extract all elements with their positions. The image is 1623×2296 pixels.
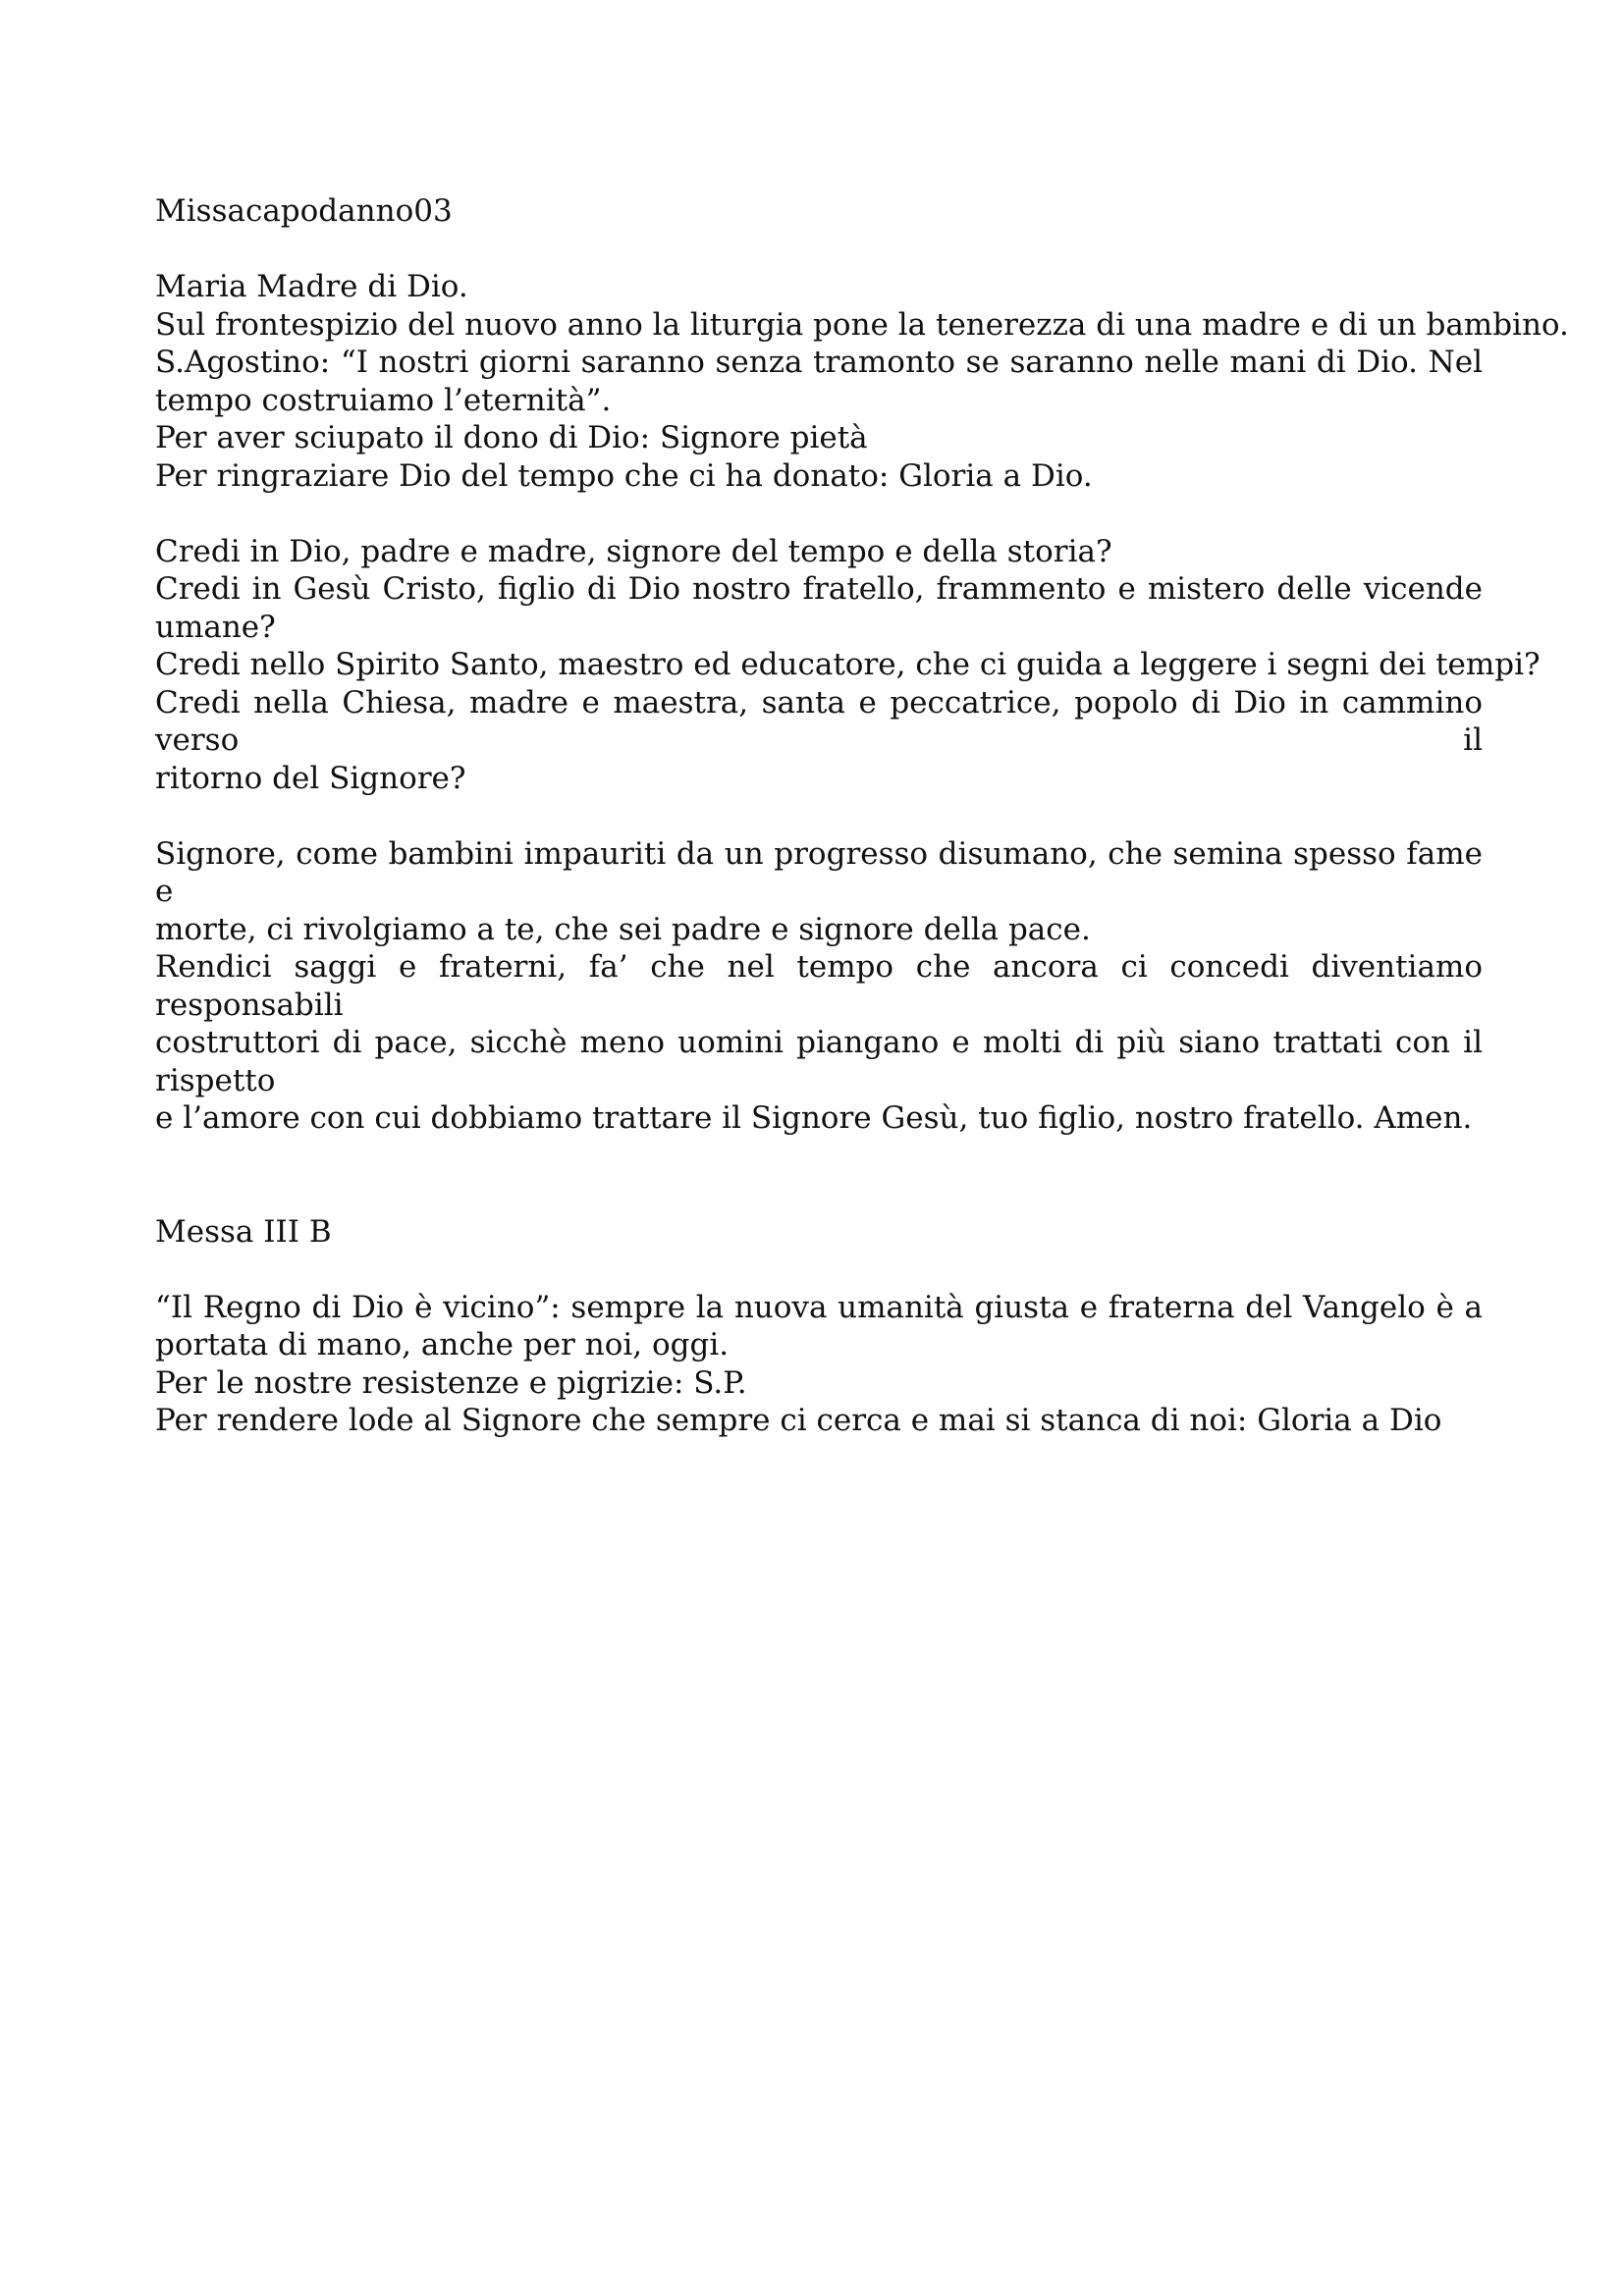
section-heading-messa: Messa III B [155, 1213, 332, 1250]
creed-question: Credi nella Chiesa, madre e maestra, santa e peccatrice, popolo di Dio in cammino verso il [155, 684, 1483, 758]
quote-line: tempo costruiamo l’eternità”. [155, 382, 612, 418]
intro-line: Sul frontespizio del nuovo anno la liturgia pone la tenerezza di una madre e di un bambino. [155, 306, 1569, 343]
prayer-line: costruttori di pace, sicchè meno uomini piangano e molti di più siano trattati con il rispetto [155, 1025, 1483, 1098]
creed-question: ritorno del Signore? [155, 760, 466, 796]
prayer-line: Signore, come bambini impauriti da un progresso disumano, che semina spesso fame e [155, 835, 1483, 909]
kyrie-line: Per aver sciupato il dono di Dio: Signore pietà [155, 420, 868, 455]
quote-line: S.Agostino: “I nostri giorni saranno senza tramonto se saranno nelle mani di Dio. Nel [155, 345, 1483, 380]
intro-line: portata di mano, anche per noi, oggi. [155, 1327, 730, 1362]
gloria-line: Per ringraziare Dio del tempo che ci ha donato: Gloria a Dio. [155, 457, 1093, 494]
creed-question: umane? [155, 609, 276, 645]
file-title: Missacapodanno03 [155, 193, 453, 229]
kyrie-line: Per le nostre resistenze e pigrizie: S.P. [155, 1364, 747, 1401]
prayer-line: morte, ci rivolgiamo a te, che sei padre e signore della pace. [155, 911, 1091, 947]
prayer-line: Rendici saggi e fraterni, fa’ che nel tempo che ancora ci concedi diventiamo responsabili [155, 949, 1483, 1023]
prayer-line: e l’amore con cui dobbiamo trattare il Signore Gesù, tuo figlio, nostro fratello. Amen. [155, 1100, 1473, 1136]
intro-line: “Il Regno di Dio è vicino”: sempre la nuova umanità giusta e fraterna del Vangelo è a [155, 1289, 1483, 1325]
document-body [155, 192, 1569, 1440]
creed-question: Credi in Dio, padre e madre, signore del tempo e della storia? [155, 533, 1112, 569]
section-heading-maria: Maria Madre di Dio. [155, 269, 468, 304]
gloria-line: Per rendere lode al Signore che sempre ci cerca e mai si stanca di noi: Gloria a Dio [155, 1403, 1442, 1438]
creed-question: Credi nello Spirito Santo, maestro ed educatore, che ci guida a leggere i segni dei tempi? [155, 647, 1541, 682]
creed-question: Credi in Gesù Cristo, figlio di Dio nostro fratello, frammento e mistero delle vicende [155, 571, 1483, 607]
